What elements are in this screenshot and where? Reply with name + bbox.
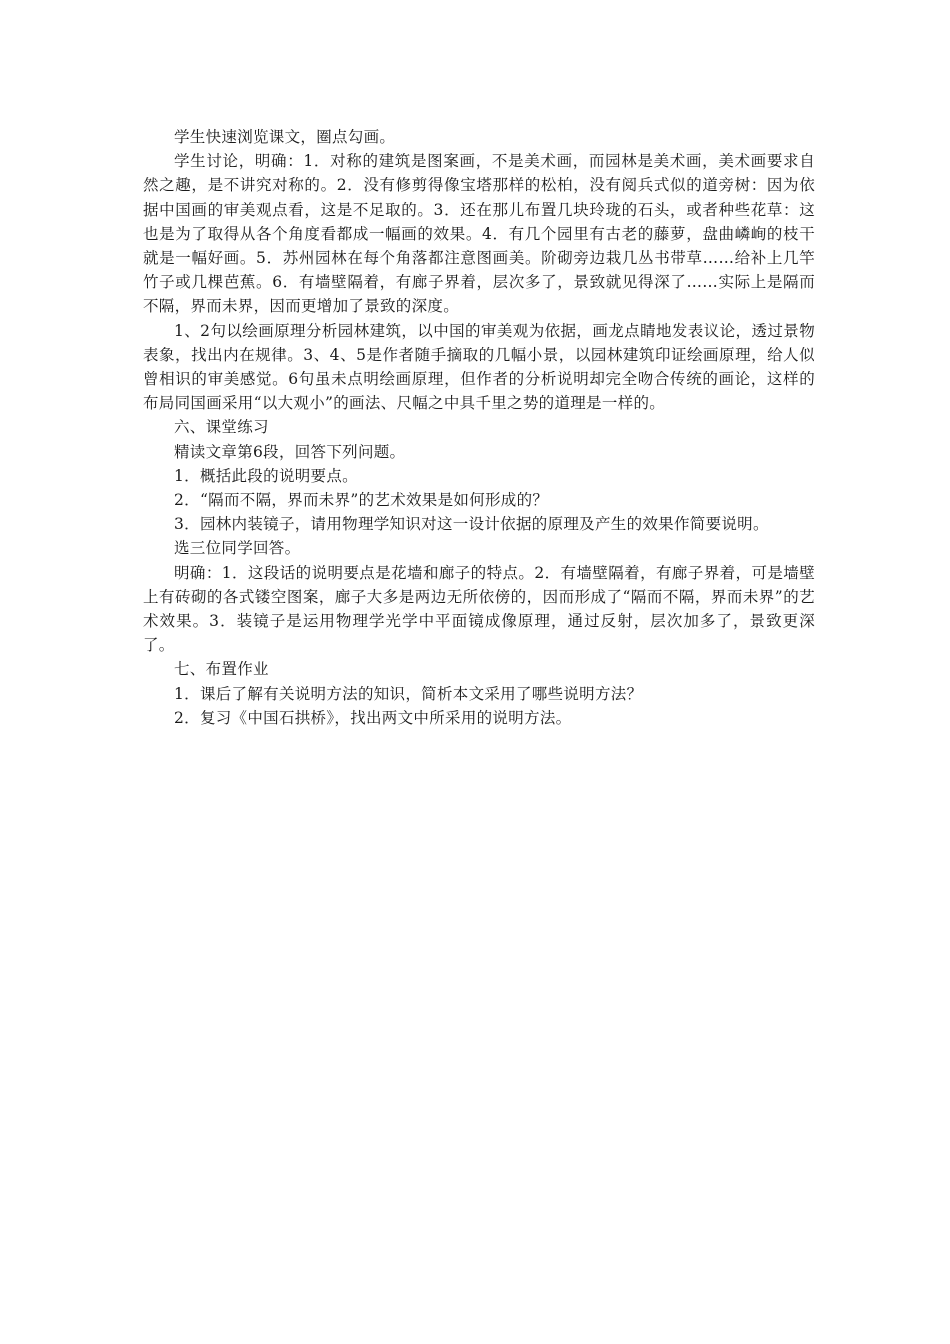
paragraph-discussion: 学生讨论，明确：1．对称的建筑是图案画，不是美术画，而园林是美术画，美术画要求自然之趣，是不讲究对称的。2．没有修剪得像宝塔那样的松柏，没有阅兵式似的道旁树：因为依据中国画的审美观点看，这是不足取的。3．还在那儿布置几块玲珑的石头，或者种些花草：这也是为了取得从各个角度看都成一幅画的效果。4．有几个园里有古老的藤萝，盘曲嶙峋的枝干就是一幅好画。5．苏州园林在每个角落都注意图画美。阶砌旁边栽几丛书带草……给补上几竿竹子或几棵芭蕉。6．有墙壁隔着，有廊子界着，层次多了，景致就见得深了……实际上是隔而不隔，界而未界，因而更增加了景致的深度。: [143, 152, 815, 316]
question-1: 1．概括此段的说明要点。: [174, 466, 358, 485]
document-page: [143, 125, 815, 730]
section-heading-homework: 七、布置作业: [174, 660, 269, 679]
paragraph-browse: 学生快速浏览课文，圈点勾画。: [174, 128, 396, 146]
paragraph-practice-intro: 精读文章第6段，回答下列问题。: [174, 442, 406, 461]
question-2: 2．“隔而不隔，界而未界”的艺术效果是如何形成的？: [174, 491, 549, 510]
paragraph-answer: 明确：1．这段话的说明要点是花墙和廊子的特点。2．有墙壁隔着，有廊子界着，可是墙壁上有砖砌的各式镂空图案，廊子大多是两边无所依傍的，因而形成了“隔而不隔，界而未界”的艺术效果。3．装镜子是运用物理学光学中平面镜成像原理，通过反射，层次加多了，景致更深了。: [143, 563, 815, 655]
homework-item-2: 2．复习《中国石拱桥》，找出两文中所采用的说明方法。: [174, 708, 572, 727]
section-heading-practice: 六、课堂练习: [174, 418, 269, 437]
question-3: 3．园林内装镜子，请用物理学知识对这一设计依据的原理及产生的效果作简要说明。: [174, 515, 769, 534]
paragraph-select-students: 选三位同学回答。: [174, 539, 301, 558]
homework-item-1: 1．课后了解有关说明方法的知识，简析本文采用了哪些说明方法？: [174, 684, 643, 703]
paragraph-analysis: 1、2句以绘画原理分析园林建筑，以中国的审美观为依据，画龙点睛地发表议论，透过景物表象，找出内在规律。3、4、5是作者随手摘取的几幅小景，以园林建筑印证绘画原理，给人似曾相识的审美感觉。6句虽未点明绘画原理，但作者的分析说明却完全吻合传统的画论，这样的布局同国画采用“以大观小”的画法、尺幅之中具千里之势的道理是一样的。: [143, 321, 815, 413]
